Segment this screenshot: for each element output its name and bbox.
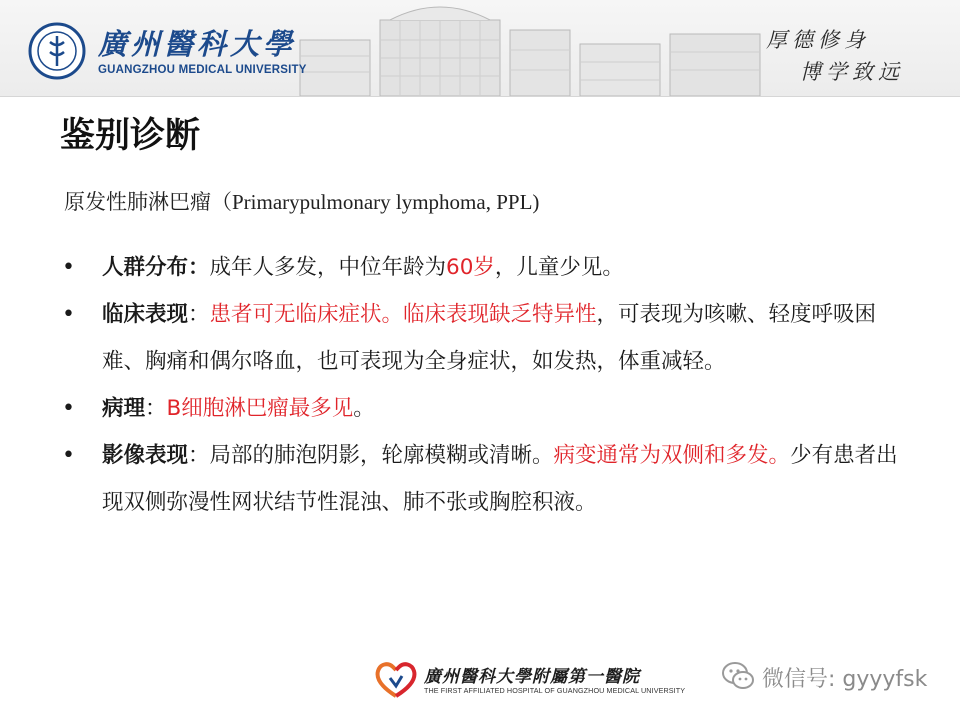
- bullet-text: 。: [353, 396, 375, 421]
- wechat-id-watermark: 微信号: gyyyfsk: [762, 667, 928, 692]
- hospital-name-en: THE FIRST AFFILIATED HOSPITAL OF GUANGZHOU MEDICAL UNIVERSITY: [424, 686, 686, 695]
- bullet-separator: ：: [145, 396, 167, 421]
- bullet-highlight: 病变通常为双侧和多发。: [553, 443, 791, 468]
- bullet-imaging: [62, 432, 902, 526]
- slide-title: 鉴别诊断: [60, 116, 201, 156]
- bullet-dot: •: [62, 255, 75, 280]
- bullet-heading: 临床表现: [102, 302, 189, 327]
- bullet-text: 局部的肺泡阴影，轮廓模糊或清晰。: [209, 443, 554, 468]
- motto-line-1: 厚德修身: [766, 28, 870, 52]
- bullet-text: 少有患者出现双侧弥漫性网状结节性混浊、肺不张或胸腔积液。: [102, 443, 898, 515]
- university-seal-logo: [28, 22, 86, 80]
- bullet-heading: 人群分布: [102, 255, 189, 280]
- bullet-population: [62, 244, 902, 291]
- bullet-clinical: [62, 291, 902, 385]
- bullet-list: [62, 244, 902, 526]
- wechat-icon: [720, 658, 756, 694]
- header-banner: [0, 0, 960, 97]
- bullet-heading: 病理: [102, 396, 146, 421]
- slide-subtitle: [64, 186, 539, 216]
- subtitle-en: （Primarypulmonary lymphoma, PPL): [211, 190, 540, 214]
- subtitle-cn: 原发性肺淋巴瘤: [64, 190, 211, 214]
- bullet-text: 成年人多发，中位年龄为: [209, 255, 447, 280]
- bullet-text: ，儿童少见。: [494, 255, 624, 280]
- bullet-text: ，可表现为咳嗽、轻度呼吸困难、胸痛和偶尔咯血，也可表现为全身症状，如发热，体重减轻。: [102, 302, 877, 374]
- bullet-highlight: 患者可无临床症状。临床表现缺乏特异性: [209, 302, 597, 327]
- university-name-cn: 廣州醫科大學: [98, 27, 297, 61]
- bullet-dot: •: [62, 396, 75, 421]
- campus-buildings-image: [290, 0, 770, 96]
- bullet-pathology: [62, 385, 902, 432]
- bullet-highlight: B细胞淋巴瘤最多见: [166, 396, 354, 421]
- bullet-dot: •: [62, 443, 75, 468]
- hospital-heart-logo: [374, 660, 418, 700]
- bullet-separator: ：: [188, 255, 210, 280]
- bullet-highlight: 60岁: [446, 255, 495, 280]
- motto-line-2: 博学致远: [800, 60, 904, 84]
- bullet-dot: •: [62, 302, 75, 327]
- university-name-en: GUANGZHOU MEDICAL UNIVERSITY: [98, 64, 307, 76]
- bullet-separator: ：: [188, 443, 210, 468]
- hospital-name-cn: 廣州醫科大學附屬第一醫院: [424, 667, 640, 687]
- bullet-heading: 影像表现: [102, 443, 189, 468]
- bullet-separator: ：: [188, 302, 210, 327]
